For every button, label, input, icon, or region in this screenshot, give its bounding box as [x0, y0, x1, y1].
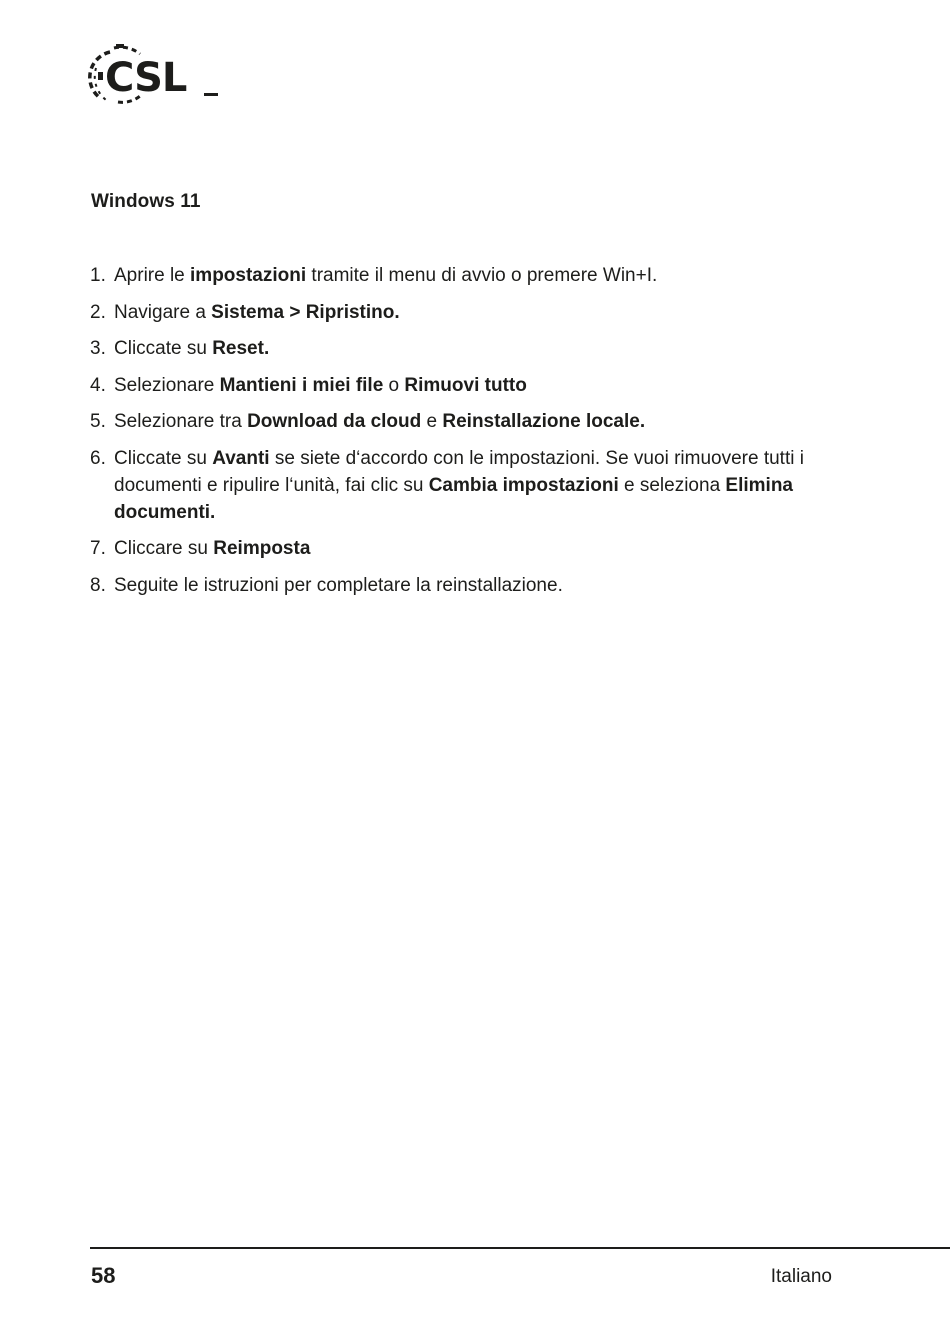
step-text-part: e seleziona	[618, 474, 726, 496]
footer-divider	[90, 1247, 950, 1249]
page-number: 58	[91, 1263, 116, 1288]
step-text	[114, 445, 830, 526]
step-text	[114, 408, 830, 435]
step-text	[114, 372, 830, 399]
csl-logo-icon	[88, 42, 222, 108]
step-text	[114, 535, 830, 562]
step-number: 1.	[90, 265, 106, 286]
list-item	[90, 445, 830, 526]
step-text-part: e	[421, 411, 443, 432]
step-text-part: Seguite le istruzioni per completare la reinstallazione.	[114, 574, 563, 596]
step-text	[114, 572, 830, 599]
step-number: 6.	[90, 447, 106, 469]
step-text-part: Navigare a	[114, 301, 212, 323]
step-text-part: Aprire le	[114, 265, 191, 286]
step-text-part: Cliccare su	[114, 538, 214, 559]
step-emphasis: Mantieni i miei file	[219, 374, 384, 396]
step-text-part: tramite il menu di avvio o premere Win+I.	[306, 265, 658, 286]
step-emphasis: Elimina documenti.	[114, 474, 793, 523]
step-text	[114, 335, 830, 362]
step-text-part: Cliccate su	[114, 447, 213, 469]
language-label: Italiano	[770, 1266, 832, 1287]
step-text-part: o	[383, 374, 405, 396]
step-number: 5.	[90, 411, 106, 432]
step-text-part: se siete d‘accordo con le impostazioni. Se vuoi rimuovere tutti i documenti e ripulire l‘unità, fai clic su	[114, 447, 804, 496]
section-title: Windows 11	[91, 191, 201, 212]
list-item	[90, 572, 830, 599]
step-number: 3.	[90, 338, 106, 359]
step-number: 4.	[90, 374, 106, 396]
list-item	[90, 335, 830, 362]
step-text-part: Selezionare	[114, 374, 220, 396]
step-emphasis: Reset.	[212, 338, 270, 359]
step-text	[114, 299, 830, 326]
logo-text: CSL	[105, 55, 187, 101]
list-item	[90, 262, 830, 289]
step-emphasis: Rimuovi tutto	[404, 374, 527, 396]
step-emphasis: Cambia impostazioni	[428, 474, 619, 496]
step-emphasis: Download da cloud	[247, 411, 422, 432]
step-number: 8.	[90, 574, 106, 596]
steps-list	[90, 262, 830, 608]
list-item	[90, 535, 830, 562]
list-item	[90, 372, 830, 399]
step-text	[114, 262, 830, 289]
step-emphasis: Reimposta	[213, 538, 311, 559]
step-emphasis: Avanti	[212, 447, 270, 469]
step-emphasis: Reinstallazione locale.	[442, 411, 646, 432]
step-number: 2.	[90, 301, 106, 323]
csl-logo	[88, 42, 222, 108]
list-item	[90, 408, 830, 435]
list-item	[90, 299, 830, 326]
step-text-part: Selezionare tra	[114, 411, 248, 432]
step-text-part: Cliccate su	[114, 338, 213, 359]
step-number: 7.	[90, 538, 106, 559]
step-emphasis: Sistema > Ripristino.	[211, 301, 400, 323]
step-emphasis: impostazioni	[190, 265, 307, 286]
